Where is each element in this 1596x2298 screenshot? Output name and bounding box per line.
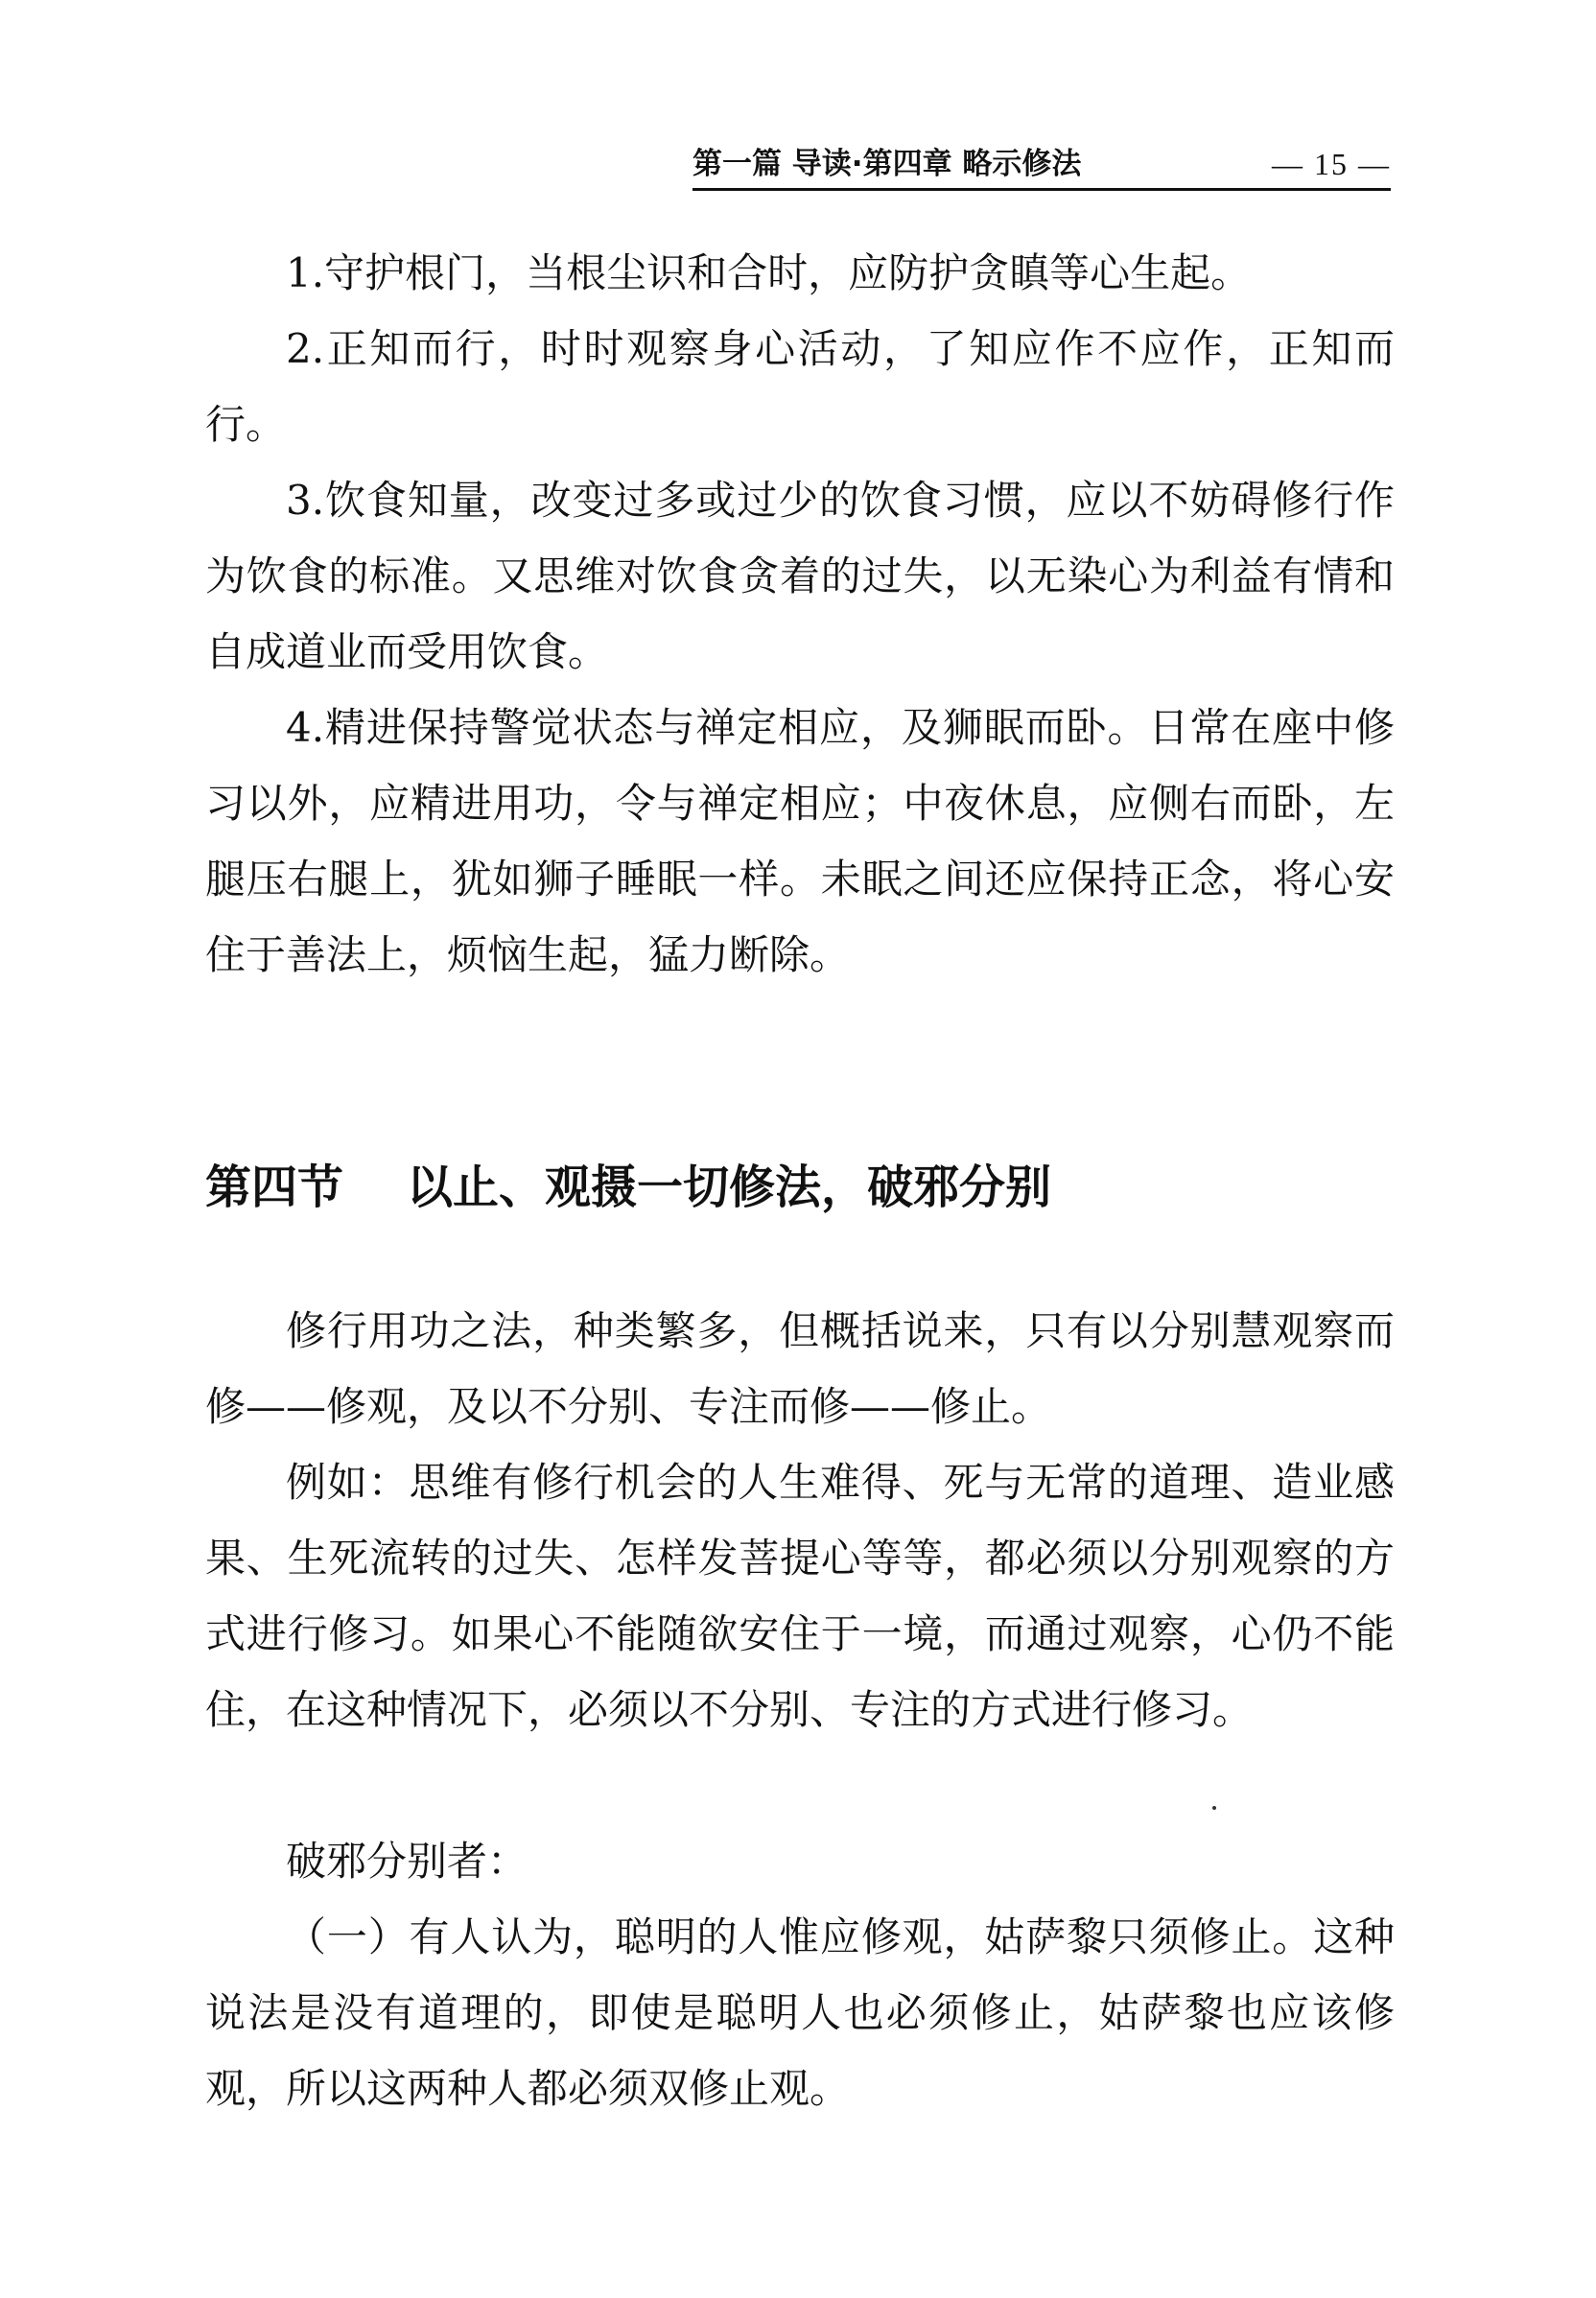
section-title: 以止、观摄一切修法，破邪分别: [407, 1161, 1052, 1214]
paragraph-example: 例如：思维有修行机会的人生难得、死与无常的道理、造业感果、生死流转的过失、怎样发菩提心等等，都必须以分别观察的方式进行修习。如果心不能随欲安住于一境，而通过观察，心仍不能住，在这种情况下，必须以不分别、专注的方式进行修习。: [205, 1459, 1395, 1733]
scan-speck: [1212, 1806, 1216, 1810]
section-heading: [205, 1149, 1395, 1226]
paragraph-refute-intro: 破邪分别者：: [286, 1838, 528, 1885]
paragraph-practice-methods: 修行用功之法，种类繁多，但概括说来，只有以分别慧观察而修——修观，及以不分别、专注而修——修止。: [205, 1307, 1395, 1430]
paragraph-diligence: 4.精进保持警觉状态与禅定相应，及狮眠而卧。日常在座中修习以外，应精进用功，令与禅定相应；中夜休息，应侧右而卧，左腿压右腿上，犹如狮子睡眠一样。未眠之间还应保持正念，将心安住于善法上，烦恼生起，猛力断除。: [205, 704, 1395, 978]
running-title: 第一篇 导读·第四章 略示修法: [692, 147, 1082, 181]
paragraph-moderate-eating: 3.饮食知量，改变过多或过少的饮食习惯，应以不妨碍修行作为饮食的标准。又思维对饮食贪着的过失，以无染心为利益有情和自成道业而受用饮食。: [205, 477, 1395, 675]
section-number: 第四节: [205, 1161, 344, 1214]
running-head: [692, 142, 1391, 186]
page-number: — 15 —: [1272, 147, 1391, 181]
paragraph-mindful-conduct: 2.正知而行，时时观察身心活动，了知应作不应作，正知而行。: [205, 325, 1395, 448]
paragraph-guard-senses: 1.守护根门，当根尘识和合时，应防护贪瞋等心生起。: [286, 249, 1252, 296]
paragraph-refutation-one: （一）有人认为，聪明的人惟应修观，姑萨黎只须修止。这种说法是没有道理的，即使是聪明人也必须修止，姑萨黎也应该修观，所以这两种人都必须双修止观。: [205, 1913, 1395, 2112]
header-rule: [692, 188, 1391, 191]
